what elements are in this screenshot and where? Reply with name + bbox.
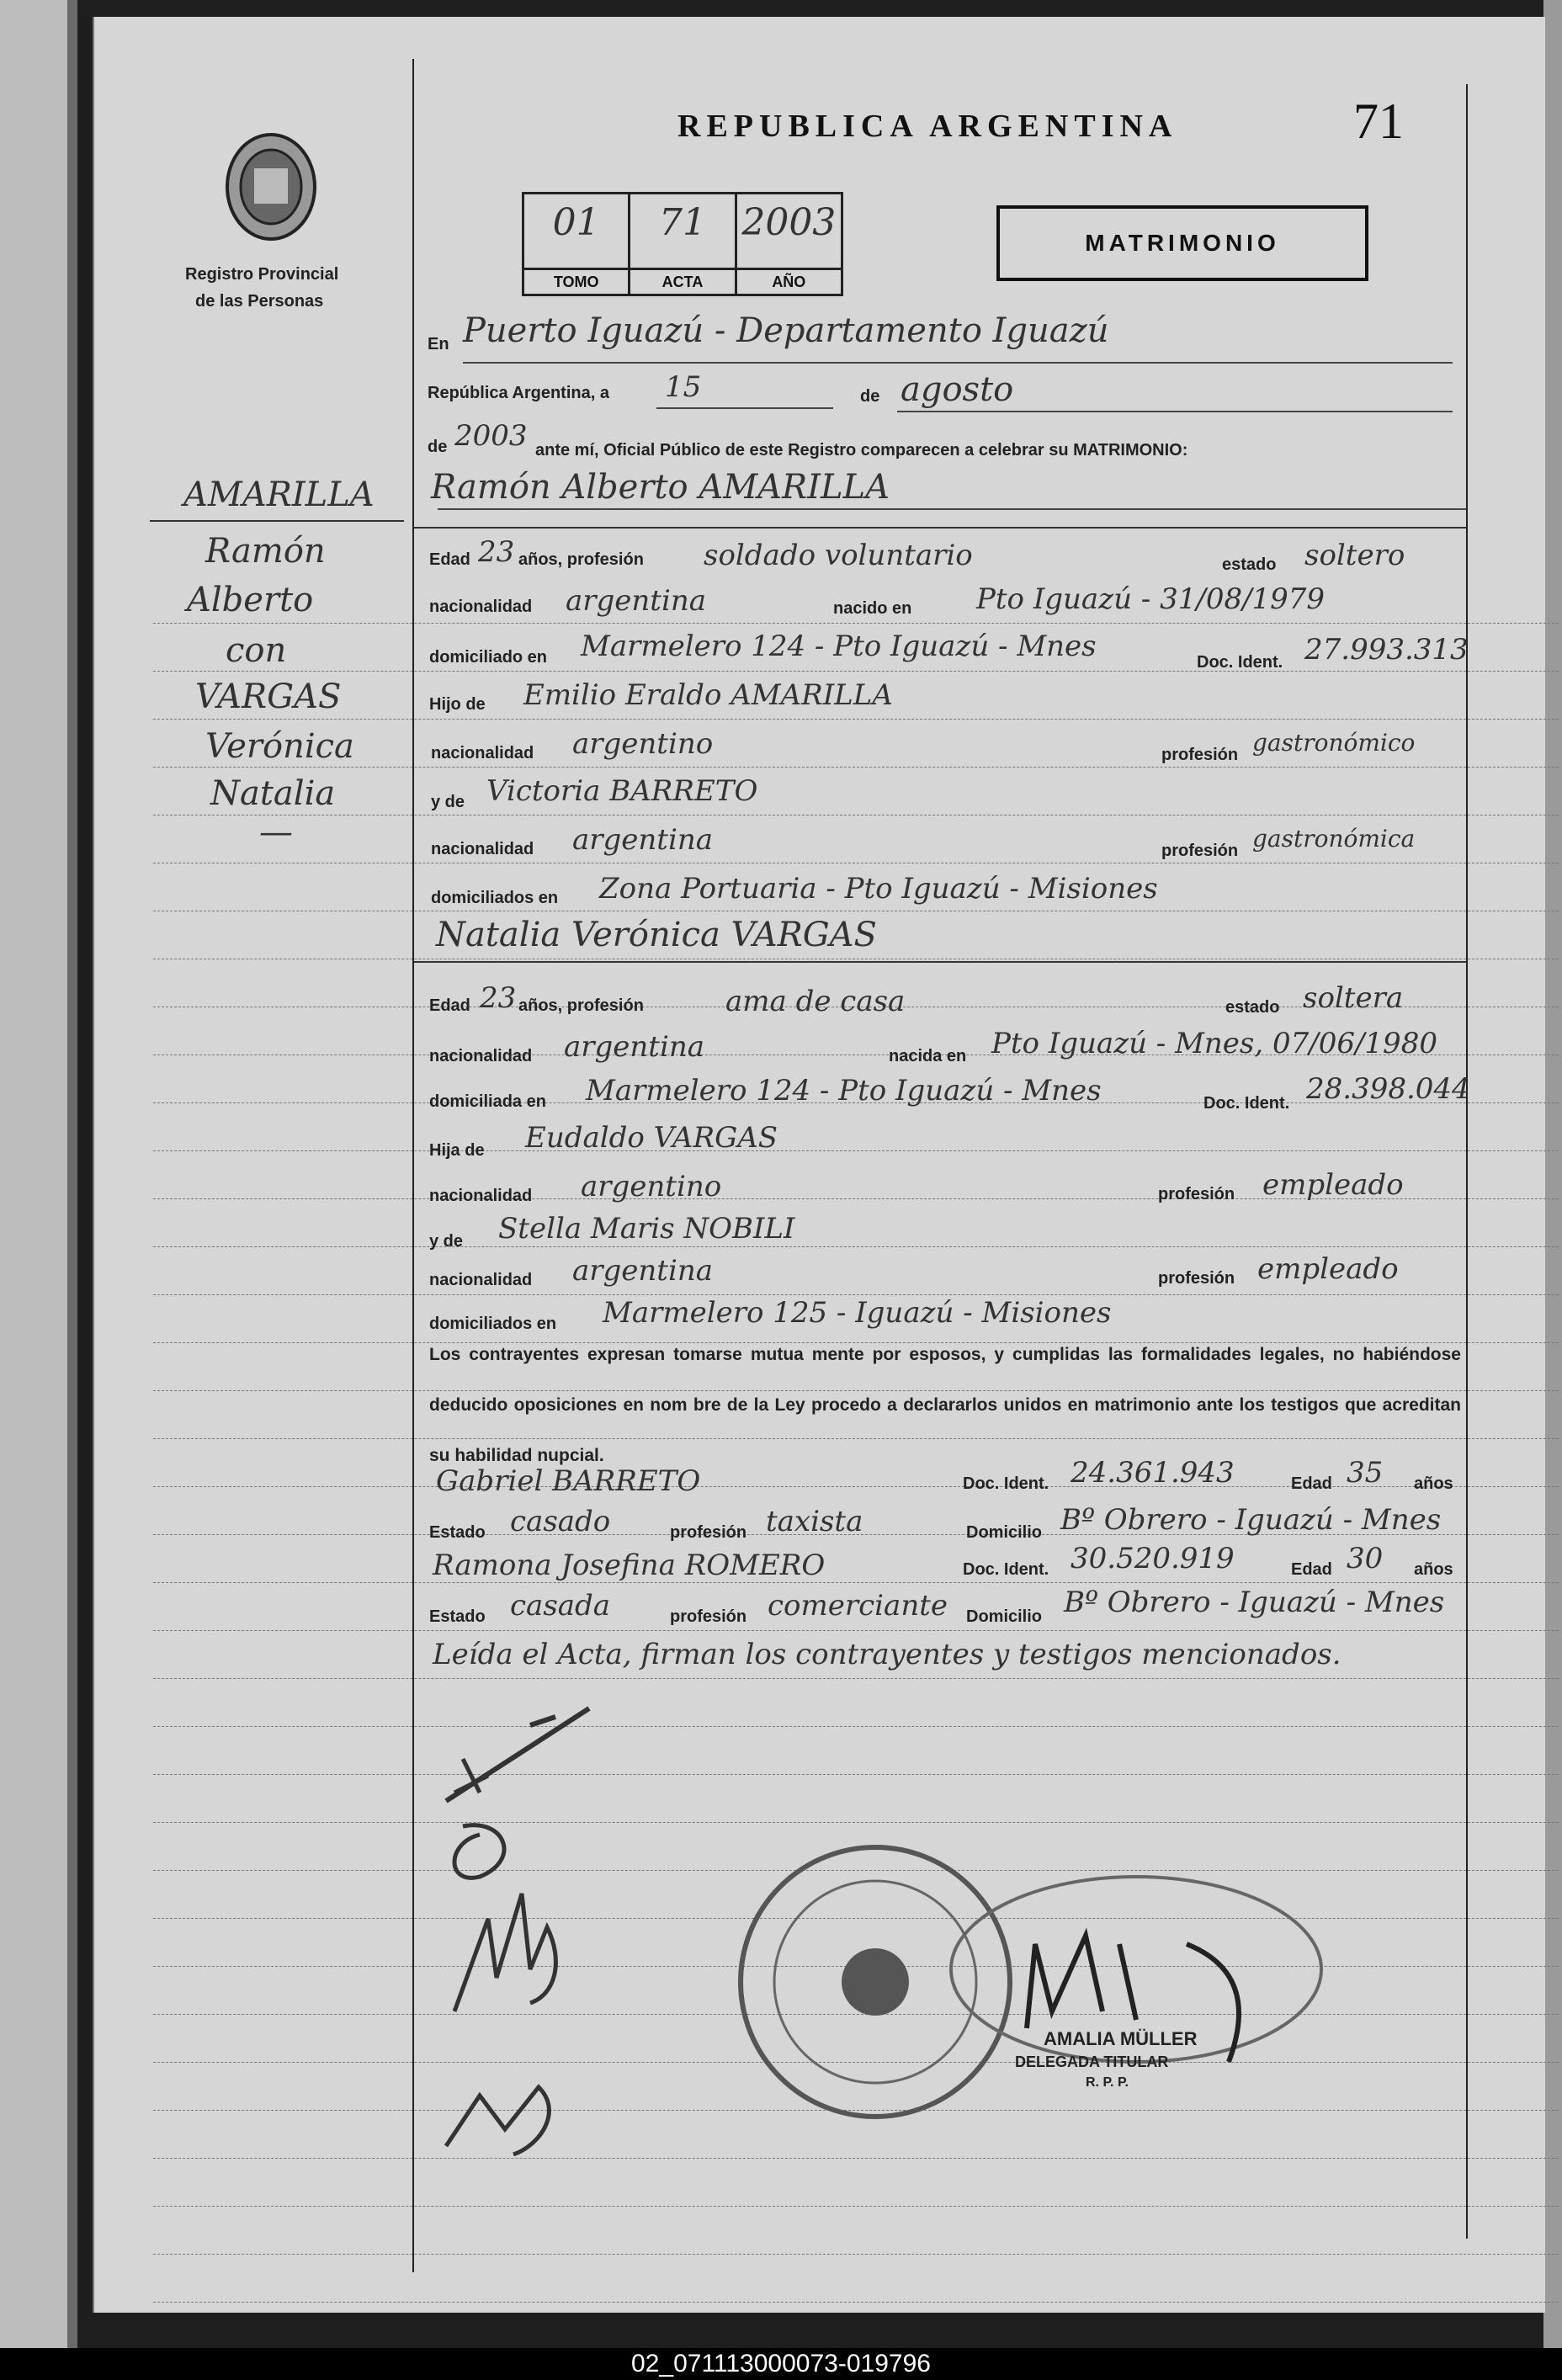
ruled-line [153,623,1559,624]
provincial-crest-icon [220,126,321,244]
groom-nationality: argentina [566,584,707,618]
signature-2 [454,1825,504,1878]
groom-nac-label: nacionalidad [429,598,533,616]
groom-parents-address: Zona Portuaria - Pto Iguazú - Misiones [599,872,1158,906]
groom-mother-prof-label: profesión [1161,842,1239,860]
groom-doc: 27.993.313 [1304,633,1469,667]
margin-name-6: Verónica [205,727,354,766]
groom-mother-nac-label: nacionalidad [431,840,534,858]
ruled-line [153,719,1559,720]
margin-name-2: Ramón [205,532,326,571]
acta-label: ACTA [630,268,734,294]
margin-name-4: con [226,631,287,670]
groom-hijo-label: Hijo de [429,695,486,714]
groom-profession: soldado voluntario [704,539,973,572]
ruled-line [153,2254,1559,2255]
ruled-line [153,2206,1559,2207]
bride-father-profession: empleado [1262,1168,1404,1202]
margin-surname: AMARILLA [183,475,375,514]
groom-address: Marmelero 124 - Pto Iguazú - Mnes [581,630,1097,663]
witness2-profession: comerciante [768,1589,948,1623]
office-name-line1: Registro Provincial [185,265,339,284]
ruled-line [153,1294,1559,1295]
underline [463,362,1453,364]
margin-name-3: Alberto [187,581,314,619]
year-value: 2003 [454,419,528,453]
witness2-estado-label: Estado [429,1607,486,1626]
day-value: 15 [665,370,702,404]
groom-mother-nationality: argentina [572,823,714,857]
margin-name-5: VARGAS [195,677,342,716]
witness1-edad-label: Edad [1291,1474,1332,1493]
ruled-line [153,671,1559,672]
section-rule [414,961,1466,963]
witness1-dom-label: Domicilio [966,1523,1043,1542]
groom-estado: soltero [1304,539,1405,572]
act-reference-boxes [522,192,843,296]
witness1-estado-label: Estado [429,1523,486,1542]
bride-father: Eudaldo VARGAS [525,1121,778,1155]
tomo-box [524,194,630,294]
declaration-text: Los contrayentes expresan tomarse mutua mente por esposos, y cumplidas las formalidades legales, no habiéndose deducido oposiciones en nom bre de la Ley procedo a declararlos unidos en matrimonio ante los testigos que acreditan su habilidad nupcial. [429,1345,1461,1465]
book-spine [67,0,77,2348]
de-label: de [860,387,880,406]
bride-nac-label: nacionalidad [429,1047,533,1065]
witness1-estado: casado [510,1505,611,1538]
office-name-line2: de las Personas [195,292,324,311]
anio-label: AÑO [737,268,841,294]
bride-estado: soltera [1303,981,1404,1015]
ruled-line [153,1630,1559,1631]
groom-dom-label: domiciliado en [429,648,548,667]
image-identifier: 02_071113000073-019796 [0,2348,1562,2380]
groom-nacido-label: nacido en [833,599,912,618]
bride-mother: Stella Maris NOBILI [498,1212,795,1246]
bride-doc-label: Doc. Ident. [1203,1094,1290,1113]
groom-age: 23 [478,535,515,569]
bride-mother-profession: empleado [1257,1252,1399,1286]
groom-father-nationality: argentino [572,727,714,761]
acta-box [630,194,736,294]
bride-nacida-label: nacida en [889,1047,967,1065]
bride-address: Marmelero 124 - Pto Iguazú - Mnes [586,1074,1102,1108]
groom-birth: Pto Iguazú - 31/08/1979 [976,582,1326,616]
left-page [0,0,77,2348]
ruled-line [153,1678,1559,1679]
bride-nationality: argentina [564,1030,705,1064]
bride-yde-label: y de [429,1232,464,1251]
witness1-anos-label: años [1414,1474,1453,1493]
ante-text: ante mí, Oficial Público de este Registro comparecen a celebrar su MATRIMONIO: [535,441,1188,460]
margin-rule [150,520,404,522]
en-label: En [428,335,449,353]
groom-father-nac-label: nacionalidad [431,744,534,762]
ruled-line [153,1582,1559,1583]
place-value: Puerto Iguazú - Departamento Iguazú [463,311,1109,350]
bride-mother-nationality: argentina [572,1254,714,1288]
witness2-edad-label: Edad [1291,1560,1332,1579]
bride-edad-label: Edad [429,996,470,1015]
bride-profession: ama de casa [725,985,906,1018]
ruled-line [153,1246,1559,1247]
right-border [1466,84,1468,2239]
witness2-anos-label: años [1414,1560,1453,1579]
page-number: 71 [1353,93,1404,149]
groom-mother-profession: gastronómica [1252,825,1416,853]
witness2-name: Ramona Josefina ROMERO [433,1549,826,1582]
witness1-doc: 24.361.943 [1071,1456,1235,1490]
groom-doms-label: domiciliados en [431,889,559,907]
bride-father-nac-label: nacionalidad [429,1187,533,1205]
republica-label: República Argentina, a [428,384,609,402]
bride-name: Natalia Verónica VARGAS [436,916,877,954]
bride-father-prof-label: profesión [1158,1185,1235,1203]
month-value: agosto [901,370,1014,409]
groom-father-prof-label: profesión [1161,746,1239,764]
witness2-doc-label: Doc. Ident. [963,1560,1049,1579]
de2-label: de [428,438,448,456]
bride-estado-label: estado [1225,998,1280,1017]
tomo-value: 01 [552,201,600,244]
underline [897,411,1453,412]
bride-hija-label: Hija de [429,1141,485,1160]
ruled-line [153,1150,1559,1151]
witness1-doc-label: Doc. Ident. [963,1474,1049,1493]
delegate-name: AMALIA MÜLLER [1044,2028,1198,2049]
delegate-role: DELEGADA TITULAR [1015,2053,1169,2070]
signature-3 [454,1894,555,2011]
bride-mother-prof-label: profesión [1158,1269,1235,1288]
witness2-prof-label: profesión [670,1607,747,1626]
witness1-domicilio: Bº Obrero - Iguazú - Mnes [1060,1503,1442,1537]
act-type-label: MATRIMONIO [996,205,1368,281]
bride-age: 23 [480,981,517,1015]
groom-doc-label: Doc. Ident. [1197,653,1283,672]
signature-4 [446,2087,549,2154]
anio-value: 2003 [741,201,837,244]
bride-dom-label: domiciliada en [429,1092,546,1111]
margin-name-8: — [259,813,293,852]
bride-father-nationality: argentino [581,1170,722,1203]
bride-doc: 28.398.044 [1306,1072,1470,1106]
bride-doms-label: domiciliados en [429,1315,557,1333]
acta-value: 71 [658,201,706,244]
groom-father-profession: gastronómico [1252,729,1416,757]
groom-edad-label: Edad [429,550,470,569]
groom-yde-label: y de [431,793,465,811]
bride-mother-nac-label: nacionalidad [429,1271,533,1289]
tomo-label: TOMO [524,268,628,294]
margin-name-7: Natalia [210,774,336,813]
country-title: REPUBLICA ARGENTINA [677,109,1178,144]
bride-parents-address: Marmelero 125 - Iguazú - Misiones [603,1296,1112,1330]
anio-box [737,194,841,294]
margin-divider [412,59,414,2272]
witness1-age: 35 [1347,1456,1384,1490]
groom-anos-label: años, profesión [518,550,644,569]
delegate-org: R. P. P. [1086,2075,1129,2090]
closing-text: Leída el Acta, firman los contrayentes y testigos mencionados. [433,1638,1342,1671]
groom-estado-label: estado [1222,555,1277,574]
bride-birth: Pto Iguazú - Mnes, 07/06/1980 [991,1027,1437,1060]
groom-father: Emilio Eraldo AMARILLA [523,678,893,712]
underline [656,407,833,409]
ruled-line [153,2302,1559,2303]
witness2-domicilio: Bº Obrero - Iguazú - Mnes [1064,1586,1445,1619]
groom-name: Ramón Alberto AMARILLA [431,468,890,507]
section-rule [414,527,1466,529]
witness2-age: 30 [1347,1542,1384,1575]
bride-anos-label: años, profesión [518,996,644,1015]
underline [438,508,1466,510]
witness1-name: Gabriel BARRETO [436,1464,701,1498]
witness2-doc: 30.520.919 [1071,1542,1235,1575]
witness2-dom-label: Domicilio [966,1607,1043,1626]
signatures-area [429,1692,1355,2180]
groom-mother: Victoria BARRETO [486,774,758,808]
ruled-line [153,767,1559,768]
witness1-profession: taxista [766,1505,863,1538]
witness1-prof-label: profesión [670,1523,747,1542]
witness2-estado: casada [510,1589,611,1623]
